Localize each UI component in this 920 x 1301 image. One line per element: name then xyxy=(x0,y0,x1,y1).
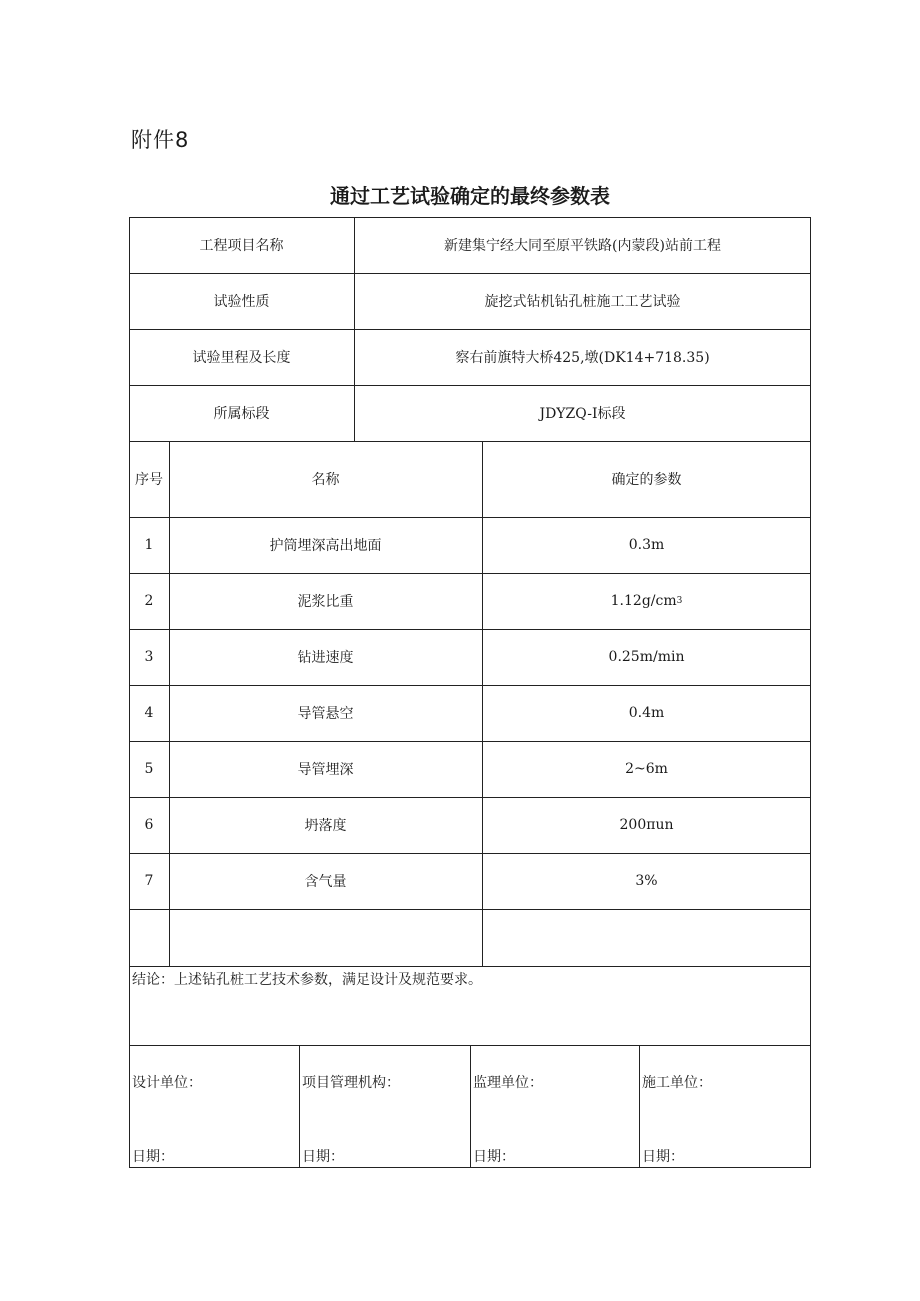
signature-construction-date: 日期： xyxy=(642,1149,684,1165)
row-name: 钻进速度 xyxy=(297,650,354,666)
row-no: 7 xyxy=(144,873,154,889)
header-param: 确定的参数 xyxy=(611,472,682,488)
row-value: 1.12g/cm 3 xyxy=(610,593,683,609)
row-no: 2 xyxy=(144,593,154,609)
signature-design-unit: 设计单位： xyxy=(132,1075,202,1091)
row-value: 3% xyxy=(635,873,658,889)
signature-design-date: 日期： xyxy=(132,1149,174,1165)
info-label-mileage: 试验里程及长度 xyxy=(192,350,291,366)
row-no: 3 xyxy=(144,649,154,665)
density-value: 1.12g/cm xyxy=(610,593,677,609)
row-no: 6 xyxy=(144,817,154,833)
info-value-project: 新建集宁经大同至原平铁路(内蒙段)站前工程 xyxy=(444,238,721,254)
row-name: 含气量 xyxy=(304,874,347,890)
row-value: 0.3m xyxy=(628,537,665,553)
conclusion-text: 结论：上述钻孔桩工艺技术参数，满足设计及规范要求。 xyxy=(132,972,482,988)
signature-management-date: 日期： xyxy=(302,1149,344,1165)
signature-construction-unit: 施工单位： xyxy=(642,1075,712,1091)
signature-supervision-unit: 监理单位： xyxy=(473,1075,543,1091)
row-name: 泥浆比重 xyxy=(297,594,354,610)
header-no: 序号 xyxy=(135,472,163,488)
info-label-section: 所属标段 xyxy=(213,406,270,422)
row-name: 坍落度 xyxy=(304,818,347,834)
row-name: 导管埋深 xyxy=(297,762,354,778)
row-no: 4 xyxy=(144,705,154,721)
row-no: 5 xyxy=(144,761,154,777)
signature-supervision-date: 日期： xyxy=(473,1149,515,1165)
info-label-test-type: 试验性质 xyxy=(213,294,270,310)
page-title: 通过工艺试验确定的最终参数表 xyxy=(330,184,610,208)
signature-management-unit: 项目管理机构： xyxy=(302,1075,400,1091)
info-value-test-type: 旋挖式钻机钻孔桩施工工艺试验 xyxy=(484,294,681,310)
info-value-mileage: 察右前旗特大桥425,墩(DK14+718.35) xyxy=(455,350,710,366)
header-name: 名称 xyxy=(311,472,340,488)
annex-label: 附件8 xyxy=(131,128,190,152)
info-label-project: 工程项目名称 xyxy=(199,238,284,254)
row-value: 0.25m/min xyxy=(608,649,685,665)
row-name: 护筒埋深高出地面 xyxy=(269,538,382,554)
row-name: 导管悬空 xyxy=(297,706,354,722)
info-value-section: JDYZQ-I标段 xyxy=(539,406,626,422)
row-value: 2~6m xyxy=(625,761,668,777)
row-no: 1 xyxy=(144,537,154,553)
row-value: 200πun xyxy=(619,817,674,833)
row-value: 0.4m xyxy=(628,705,665,721)
